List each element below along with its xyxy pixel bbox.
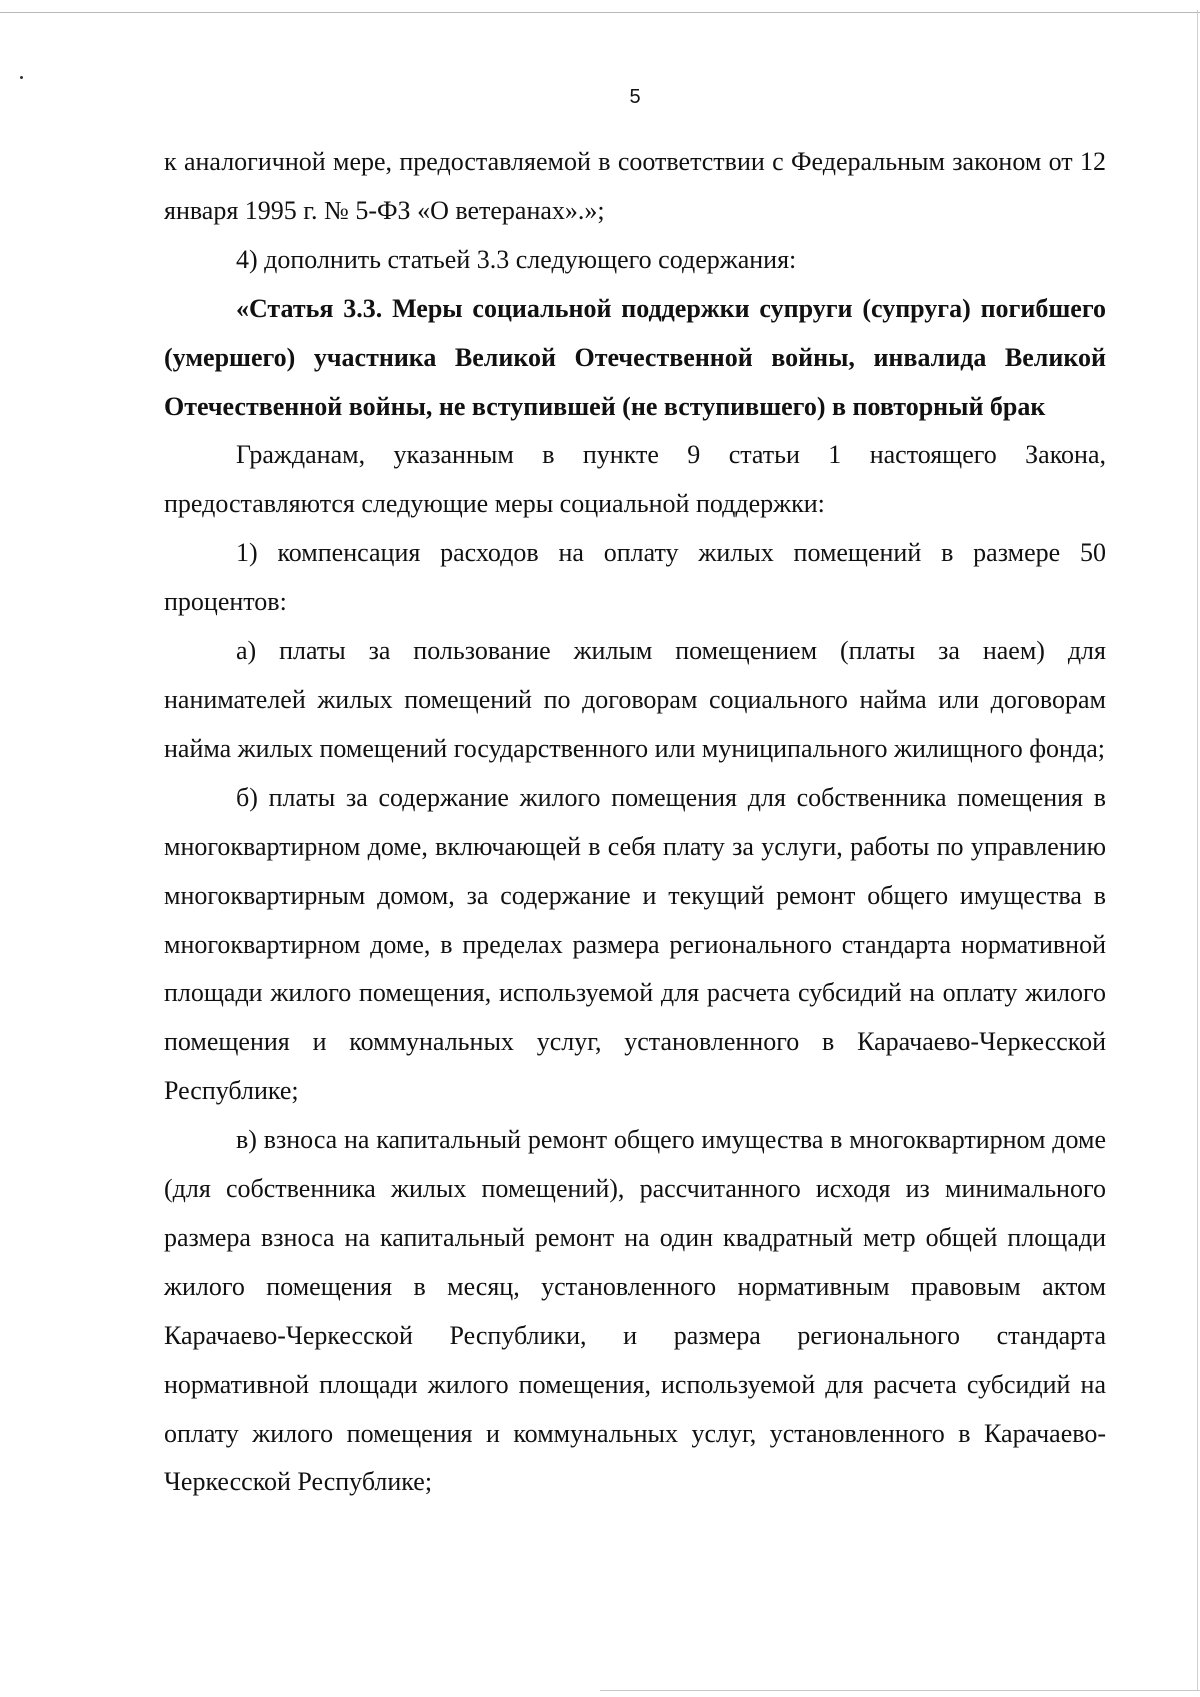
paragraph-sub-b: б) платы за содержание жилого помещения для собственника помещения в многоквартирном доме, включающей в себя плату за услуги, работы по управлению многоквартирным домом, за содержание и текущий ремонт общего имущества в многоквартирном доме, в пределах размера регионального стандарта нормативной площади жилого помещения, используемой для расчета субсидий на оплату жилого помещения и коммунальных услуг, установленного в Карачаево-Черкесской Республике; (164, 782, 1106, 1106)
scan-edge-right (1197, 10, 1198, 1690)
paragraph-sub-v: в) взноса на капитальный ремонт общего имущества в многоквартирном доме (для собственника жилых помещений), рассчитанного исходя из минимального размера взноса на капитальный ремонт на один квадратный метр общей площади жилого помещения в месяц, установленного нормативным правовым актом Карачаево-Черкесской Республики, и размера регионального стандарта нормативной площади жилого помещения, используемой для расчета субсидий на оплату жилого помещения и коммунальных услуг, установленного в Карачаево-Черкесской Республике; (164, 1125, 1106, 1497)
paragraph-intro: Гражданам, указанным в пункте 9 статьи 1 настоящего Закона, предоставляются следующие меры социальной поддержки: (164, 440, 1106, 519)
paragraph-item-4: 4) дополнить статьей 3.3 следующего содержания: (236, 244, 797, 274)
scan-edge-bottom (600, 1690, 1200, 1691)
scan-edge-top (0, 12, 1200, 13)
paragraph-item-1: 1) компенсация расходов на оплату жилых помещений в размере 50 процентов: (164, 538, 1106, 617)
document-body (164, 138, 1106, 1507)
page-number: 5 (629, 86, 641, 108)
paragraph-continuation: к аналогичной мере, предоставляемой в соответствии с Федеральным законом от 12 января 1995 г. № 5-ФЗ «О ветеранах».»; (164, 147, 1106, 225)
scan-speck (20, 76, 23, 79)
paragraph-sub-a: а) платы за пользование жилым помещением (платы за наем) для нанимателей жилых помещений по договорам социального найма или договорам найма жилых помещений государственного или муниципального жилищного фонда; (164, 636, 1106, 763)
article-heading: «Статья 3.3. Меры социальной поддержки супруги (супруга) погибшего (умершего) участника Великой Отечественной войны, инвалида Великой Отечественной войны, не вступившей (не вступившего) в повторный брак (164, 293, 1106, 421)
